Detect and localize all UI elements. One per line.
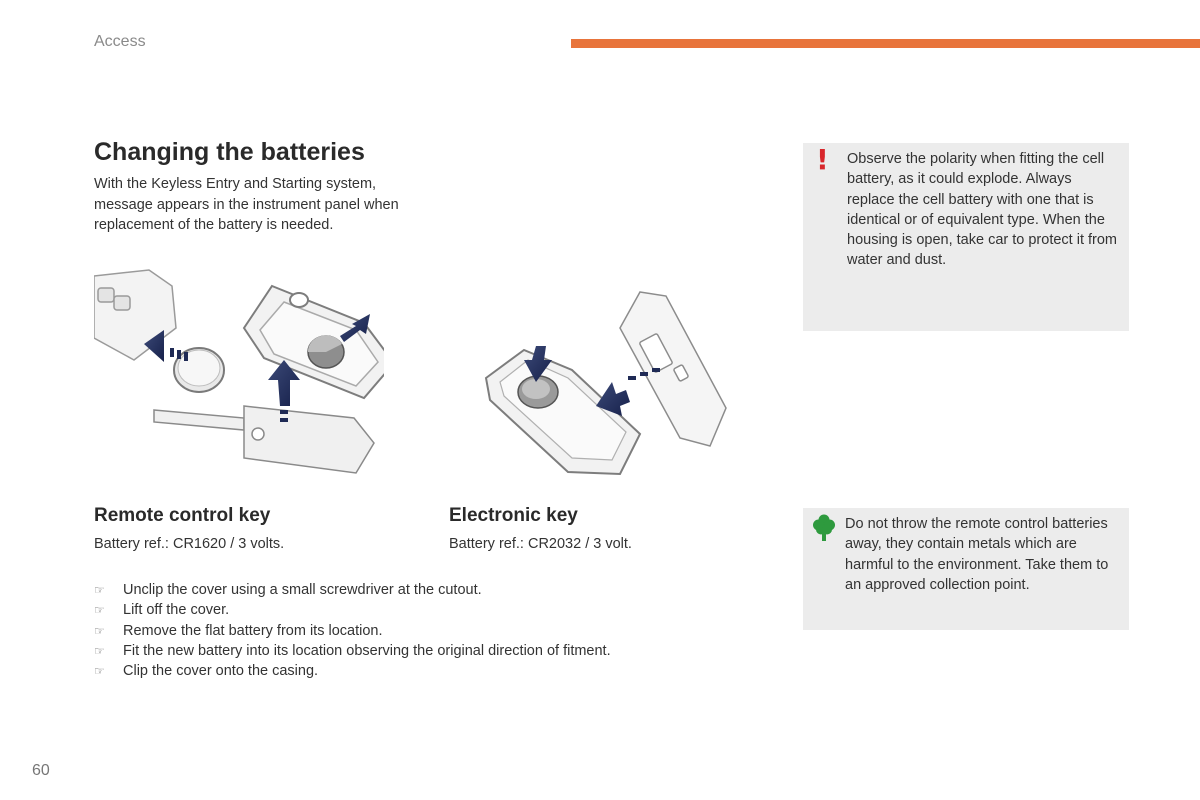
electronic-key-cover [620,292,726,446]
list-item [94,580,611,600]
remote-battery-slot [308,335,344,368]
step-text: Remove the flat battery from its location. [123,622,383,639]
warning-note [803,143,1129,331]
step-text: Lift off the cover. [123,602,230,619]
eco-note-text: Do not throw the remote control batteries away, they contain metals which are harmful to the environment. Take them to an approved collection point. [845,516,1109,593]
intro-paragraph: With the Keyless Entry and Starting system, message appears in the instrument panel when replacement of the battery is needed. [94,176,399,233]
header-accent-bar [571,39,1200,48]
pointing-hand-icon: ☞ [94,583,105,597]
steps-list [94,580,611,681]
remote-key-title: Remote control key [94,505,271,526]
step-text: Clip the cover onto the casing. [123,663,319,680]
pointing-hand-icon: ☞ [94,603,105,618]
step-text: Unclip the cover using a small screwdriver at the cutout. [123,582,482,598]
eco-note [803,508,1129,630]
key-blade [154,406,374,473]
warning-icon: ! [816,143,829,176]
page-number: 60 [32,762,50,779]
pointing-hand-icon: ☞ [94,623,105,638]
list-item [94,661,611,681]
step-text: Fit the new battery into its location observing the original direction of fitment. [123,642,611,659]
warning-note-text: Observe the polarity when fitting the cell battery, as it could explode. Always replace the cell battery with one that is identical or of equivalent type. When the housing is open, take car to protect it from water and dust. [847,151,1117,269]
section-label: Access [94,33,146,50]
electronic-battery [518,376,558,408]
tree-icon [813,514,835,547]
list-item [94,621,611,641]
electronic-key-title: Electronic key [449,505,578,526]
pointing-hand-icon: ☞ [94,664,105,679]
remote-key-battery-ref: Battery ref.: CR1620 / 3 volts. [94,536,285,552]
remote-key-illustration [94,268,384,483]
electronic-key-battery-ref: Battery ref.: CR2032 / 3 volt. [449,536,632,552]
coin-battery [174,348,224,392]
electronic-key-illustration [480,288,730,478]
list-item [94,641,611,661]
pointing-hand-icon: ☞ [94,643,105,658]
list-item [94,600,611,620]
page-title: Changing the batteries [94,138,365,166]
